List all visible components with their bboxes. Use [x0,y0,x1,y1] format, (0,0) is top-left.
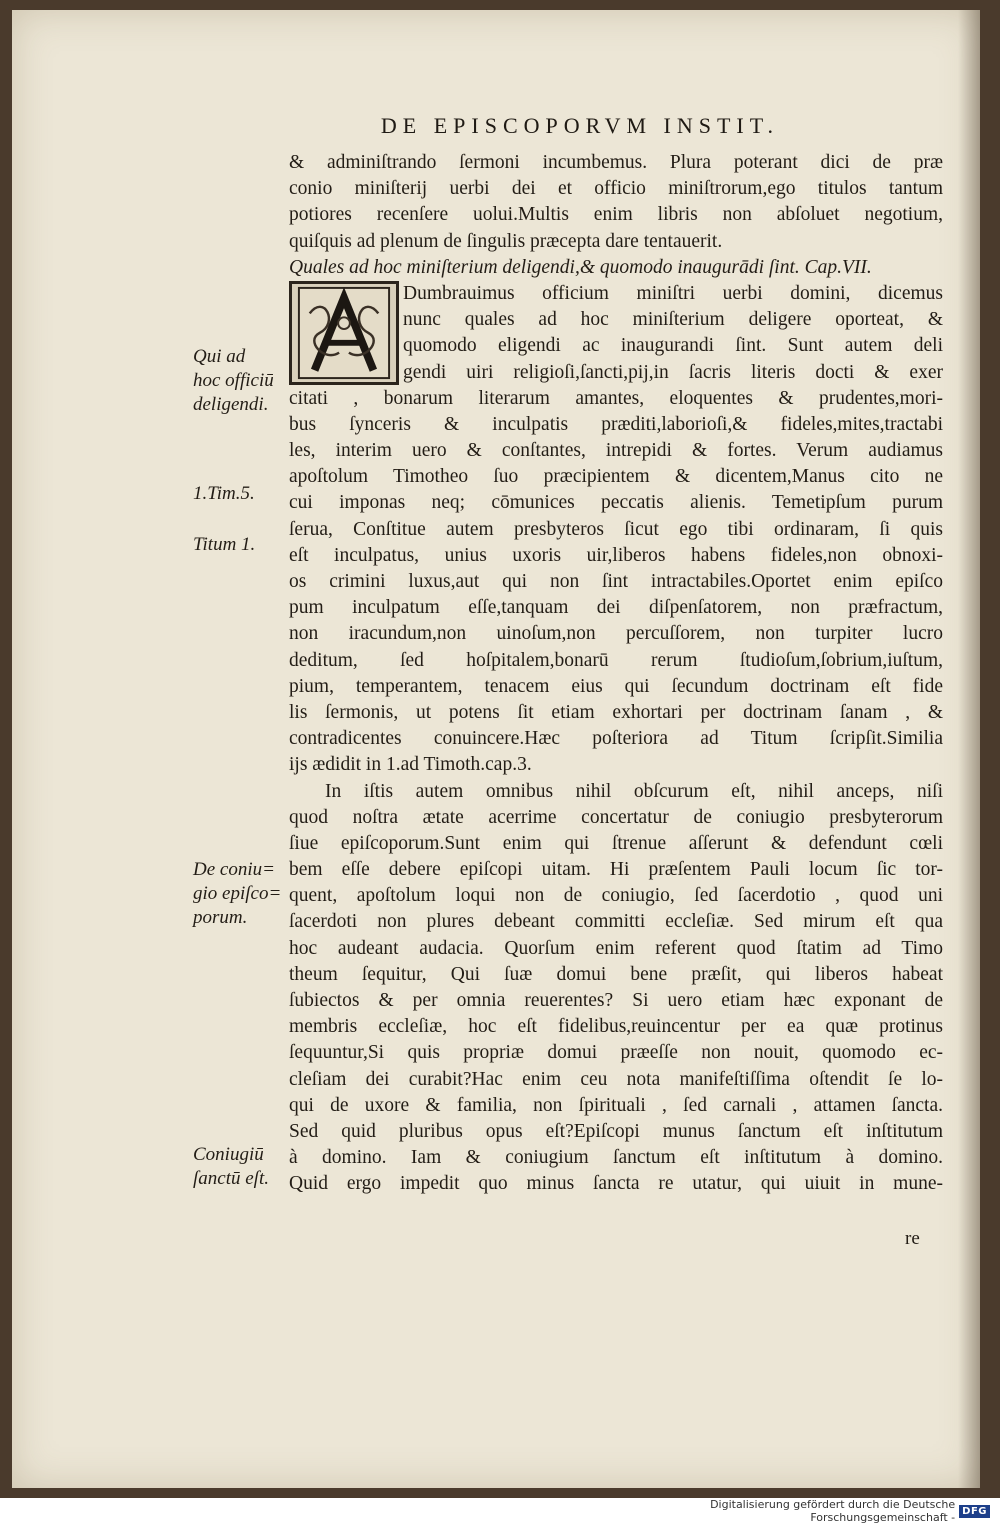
margin-note-line: ſanctū eſt. [193,1168,269,1189]
text-line: ſubiectos & per omnia reuerentes? Si uero etiam hæc exponant de [289,990,943,1011]
text-line: theum ſequitur, Qui ſuæ domui bene præſit, qui liberos habeat [289,963,943,985]
margin-note-line: gio epiſco= [193,883,282,904]
text-line: bus ſynceris & inculpatis præditi,laborioſi,& fideles,mites,tractabi [289,413,943,435]
margin-note-line: deligendi. [193,394,269,415]
margin-note-de-coniugio [193,858,288,930]
text-line: ſiue epiſcoporum.Sunt enim qui ſtrenue aſſerunt & defendunt cœli [289,832,943,854]
text-line: cui imponas neq; cōmunices peccatis alienis. Temetipſum purum [289,492,943,514]
text-line: lis ſermonis, ut potens ſit etiam exhortari per doctrinam ſanam , & [289,701,943,723]
dfg-logo: DFG [959,1505,990,1518]
text-block-2 [289,779,943,1198]
margin-note-qui-ad [193,345,288,417]
text-line: Sed quid pluribus opus eſt?Epiſcopi munus ſanctum eſt inſtitutum [289,1120,943,1142]
chapter-heading: Quales ad hoc miniſterium deligendi,& quomodo inaugurādi ſint. Cap.VII. [289,256,872,278]
text-line: à domino. Iam & coniugium ſanctum eſt inſtitutum à domino. [289,1147,943,1169]
text-line: les, interim uero & conſtantes, intrepidi & fortes. Verum audiamus [289,440,943,462]
text-line: pum inculpatum eſſe,tanquam dei diſpenſatorem, non præfractum, [289,597,943,619]
decorated-initial-A [289,281,399,385]
margin-note-tim: 1.Tim.5. [193,483,255,504]
text-line: hoc audeant audacia. Quorſum enim referent quod ſtatim ad Timo [289,937,943,959]
ornamental-initial-icon [292,284,396,382]
text-block-top [289,150,943,255]
text-line: eſt inculpatus, unius uxoris uir,liberos habens fideles,non obnoxi- [289,544,943,566]
margin-note-line: Qui ad [193,346,246,367]
footer-credit [600,1498,990,1524]
text-line: conio miniſterij uerbi dei et officio miniſtrorum,ego titulos tantum [289,178,943,200]
text-line: potiores recenſere uolui.Multis enim libris non abſoluet negotium, [289,204,943,226]
margin-note-titum: Titum 1. [193,534,256,555]
margin-note-line: porum. [193,907,248,928]
page-fold-shadow [958,10,980,1488]
text-block-1 [289,386,943,779]
margin-note-line: De coniu= [193,859,275,880]
text-line: & adminiſtrando ſermoni incumbemus. Plura poterant dici de præ [289,152,943,173]
text-line: membris eccleſiæ, hoc eſt fidelibus,reuincentur per ea quæ protinus [289,1016,943,1038]
footer-text: Digitalisierung gefördert durch die Deutsche Forschungsgemeinschaft - [710,1498,956,1524]
catchword: re [905,1228,920,1249]
text-line: Quid ergo impedit quo minus ſancta re utatur, qui uiuit in mune- [289,1173,943,1195]
text-line: contradicentes conuincere.Hæc poſteriora ad Titum ſcripſit.Similia [289,728,943,750]
text-line: pium, temperantem, tenacem eius qui ſecundum doctrinam eſt fide [289,675,943,697]
text-line: ſerua, Conſtitue autem presbyteros ſicut ego tibi ordinaram, ſi quis [289,518,943,540]
text-line: ſacerdoti non plures debeant committi eccleſiæ. Sed mirum eſt qua [289,911,943,933]
text-line: citati , bonarum literarum amantes, eloquentes & prudentes,mori- [289,387,943,409]
text-line: ſequuntur,Si quis propriæ domui præeſſe non nouit, quomodo ec- [289,1042,943,1064]
margin-note-coniugium [193,1143,288,1191]
text-line: cleſiam dei curabit?Hac enim ceu nota manifeſtiſſima oſtendit ſe lo- [289,1068,943,1090]
text-line: bem eſſe debere epiſcopi uitam. Hi præſentem Pauli locum ſic tor- [289,859,943,881]
text-line: deditum, ſed hoſpitalem,bonarū rerum ſtudioſum,ſobrium,iuſtum, [289,649,943,671]
text-line: os crimini luxus,aut qui non ſint intractabiles.Oportet enim epiſco [289,571,943,592]
text-line: quiſquis ad plenum de ſingulis præcepta dare tentauerit. [289,230,723,252]
text-line: gendi uiri religioſi,ſancti,pij,in ſacris literis docti & exer [403,361,943,383]
running-header: DE EPISCOPORVM INSTIT. [380,113,780,138]
text-line: ijs ædidit in 1.ad Timoth.cap.3. [289,754,532,776]
text-line: nunc quales ad hoc miniſterium deligere oporteat, & [403,309,943,331]
dropcap-paragraph [289,281,943,386]
text-line: qui de uxore & familia, non ſpirituali , ſed carnali , attamen ſancta. [289,1094,943,1116]
text-line: In iſtis autem omnibus nihil obſcurum eſt, nihil anceps, niſi [325,780,943,802]
text-line: quod noſtra ætate acerrime concertatur de coniugio presbyterorum [289,806,943,828]
text-line: non iracundum,non uinoſum,non percuſſorem, non turpiter lucro [289,623,943,645]
text-line: quomodo eligendi ac inaugurandi ſint. Sunt autem deli [403,335,943,357]
text-line: Dumbrauimus officium miniſtri uerbi domini, dicemus [403,282,943,304]
margin-note-line: Coniugiū [193,1144,264,1165]
margin-note-line: hoc officiū [193,370,274,391]
text-line: quent, apoſtolum loqui non de coniugio, ſed ſacerdotio , quod uni [289,885,943,907]
text-line: apoſtolum Timotheo ſuo præcipientem & dicentem,Manus cito ne [289,466,943,488]
main-text-column [289,150,943,1198]
